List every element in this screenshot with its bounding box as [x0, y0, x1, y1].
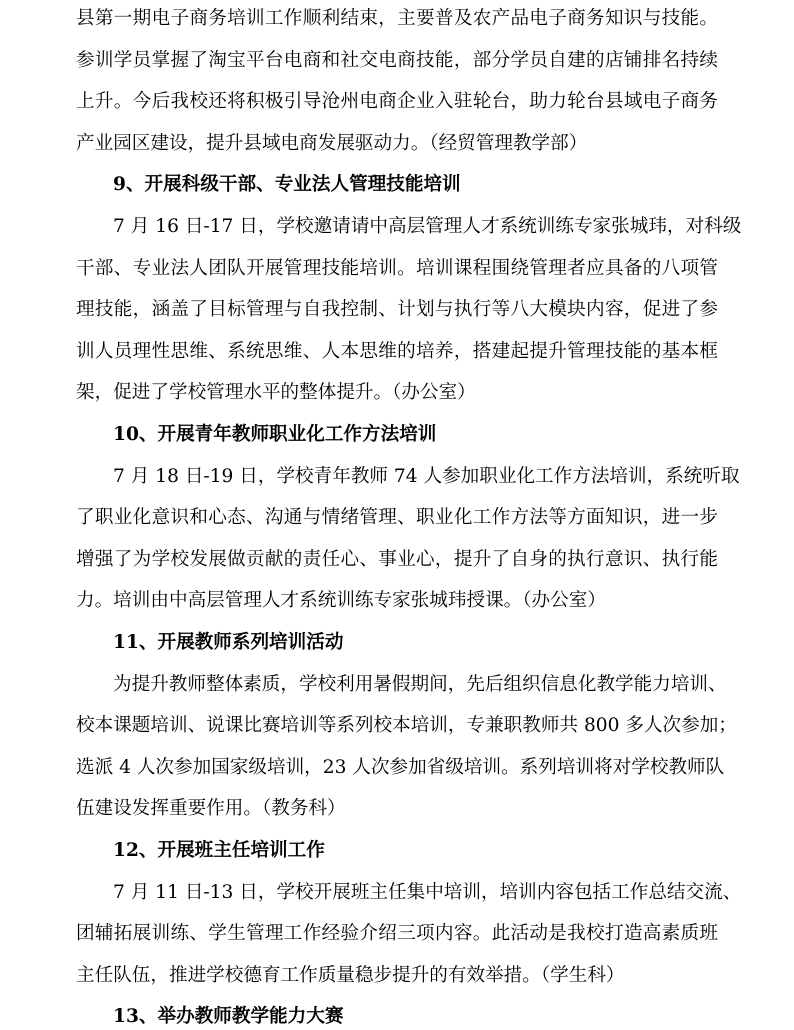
paragraph-line: 选派 4 人次参加国家级培训，23 人次参加省级培训。系列培训将对学校教师队	[76, 756, 725, 778]
paragraph-line: 7 月 11 日-13 日，学校开展班主任集中培训，培训内容包括工作总结交流、	[113, 881, 742, 903]
paragraph-line: 产业园区建设，提升县域电商发展驱动力。（经贸管理教学部）	[76, 132, 588, 154]
paragraph-line: 县第一期电子商务培训工作顺利结束，主要普及农产品电子商务知识与技能。	[76, 8, 718, 29]
paragraph-line: 为提升教师整体素质，学校利用暑假期间，先后组织信息化教学能力培训、	[113, 673, 727, 695]
section-heading: 12、开展班主任培训工作	[113, 840, 325, 861]
paragraph-line: 力。培训由中高层管理人才系统训练专家张城玮授课。（办公室）	[76, 590, 606, 612]
paragraph-line: 理技能，涵盖了目标管理与自我控制、计划与执行等八大模块内容，促进了参	[76, 299, 718, 321]
paragraph-line: 参训学员掌握了淘宝平台电商和社交电商技能，部分学员自建的店铺排名持续	[76, 49, 718, 71]
paragraph-line: 7 月 18 日-19 日，学校青年教师 74 人参加职业化工作方法培训，系统听取	[113, 465, 740, 487]
paragraph-line: 架，促进了学校管理水平的整体提升。（办公室）	[76, 382, 476, 404]
paragraph-line: 上升。今后我校还将积极引导沧州电商企业入驻轮台，助力轮台县域电子商务	[76, 91, 718, 113]
paragraph-line: 主任队伍，推进学校德育工作质量稳步提升的有效举措。（学生科）	[76, 964, 625, 986]
paragraph-line: 训人员理性思维、系统思维、人本思维的培养，搭建起提升管理技能的基本框	[76, 340, 718, 362]
paragraph-line: 团辅拓展训练、学生管理工作经验介绍三项内容。此活动是我校打造高素质班	[76, 923, 718, 945]
paragraph-line: 干部、专业法人团队开展管理技能培训。培训课程围绕管理者应具备的八项管	[76, 257, 718, 279]
paragraph-line: 增强了为学校发展做贡献的责任心、事业心，提升了自身的执行意识、执行能	[76, 548, 718, 570]
section-heading: 9、开展科级干部、专业法人管理技能培训	[113, 174, 461, 196]
paragraph-line: 伍建设发挥重要作用。（教务科）	[76, 798, 346, 820]
paragraph-line: 校本课题培训、说课比赛培训等系列校本培训，专兼职教师共 800 多人次参加；	[76, 715, 737, 737]
section-heading: 10、开展青年教师职业化工作方法培训	[113, 424, 437, 445]
paragraph-line: 了职业化意识和心态、沟通与情绪管理、职业化工作方法等方面知识，进一步	[76, 507, 718, 529]
section-heading: 11、开展教师系列培训活动	[113, 632, 344, 653]
section-heading: 13、举办教师教学能力大赛	[113, 1006, 344, 1028]
paragraph-line: 7 月 16 日-17 日，学校邀请请中高层管理人才系统训练专家张城玮，对科级	[113, 216, 742, 237]
